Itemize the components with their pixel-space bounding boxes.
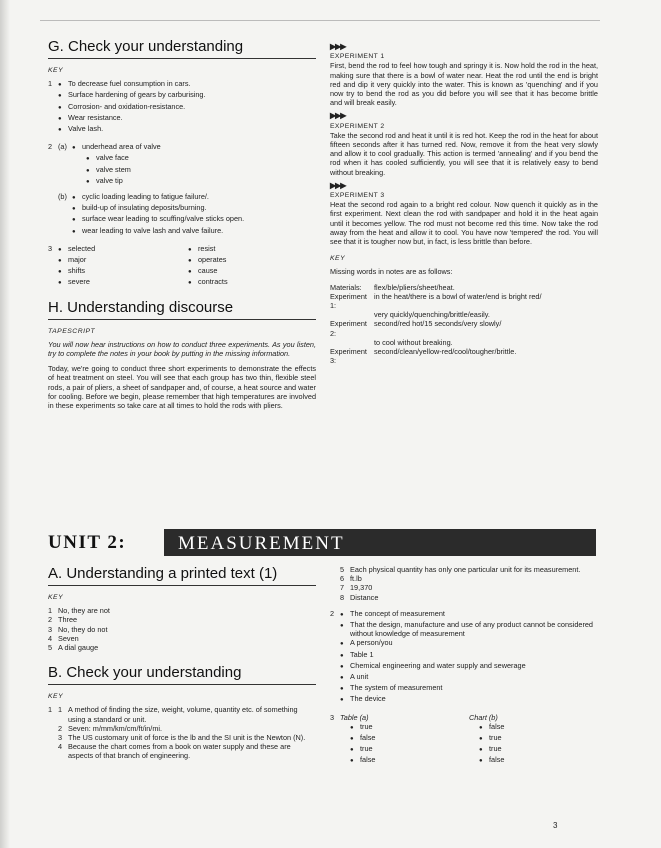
section-b-key: KEY (48, 693, 64, 701)
b-item-text: ft.lb (350, 574, 362, 584)
g-q2b-item (48, 203, 316, 214)
bullet-icon (72, 214, 82, 225)
b-q2-item (330, 661, 598, 672)
g-spacer (48, 203, 58, 214)
g-q2b-label (58, 214, 72, 225)
b-question-3 (330, 713, 598, 767)
g-spacer (48, 214, 58, 225)
a-item-number: 5 (48, 643, 53, 653)
g-q2a-label (58, 153, 72, 164)
tapescript-body: Today, we're going to conduct three short experiments to demonstrate the effects of heat treatment on steel. You will see that each group has two thin, flexible steel rods, a pair of pliers, a sheet of sandpaper and, of course, a heat source and water for cooling. Before we begin, please remember that high temperatures are involved in these experiments so take care at all times to hold the rods with pliers. (48, 364, 316, 411)
section-a-key: KEY (48, 594, 64, 601)
chart-b-item (479, 744, 598, 755)
bullet-icon (479, 744, 489, 755)
page-edge-shadow (0, 0, 10, 848)
missing-row-text: in the heat/there is a bowl of water/end is bright red/ (374, 291, 542, 301)
b-q2-item (330, 683, 598, 694)
a-item (48, 606, 316, 615)
g-spacer (72, 165, 86, 176)
b-q2-item-text: A unit (350, 672, 369, 682)
section-a-heading: A. Understanding a printed text (1) (48, 565, 278, 582)
missing-key-label: KEY (330, 255, 346, 263)
b-item-number: 8 (340, 592, 345, 602)
b-question-1 (48, 705, 316, 760)
b-q2-item (330, 620, 598, 638)
chart-b-item (479, 755, 598, 766)
bullet-icon (58, 255, 68, 266)
g-spacer (48, 192, 58, 203)
b-item-text: Because the chart comes from a book on water supply and these are aspects of that branch of engineering. (68, 742, 291, 761)
bullet-icon (350, 744, 360, 755)
tapescript-label: TAPESCRIPT (48, 327, 96, 335)
g-q2b-item (48, 192, 316, 203)
b-item-text: The US customary unit of force is the lb and the SI unit is the Newton (N). (68, 733, 306, 743)
left-top-column (48, 38, 316, 410)
bullet-icon (479, 755, 489, 766)
section-a-rule (48, 585, 316, 586)
b-item (58, 742, 316, 760)
g-q3-right (188, 255, 226, 266)
g-q3-left (58, 277, 188, 288)
g-q2-number (48, 153, 58, 164)
b-items-continued (330, 565, 598, 602)
bullet-icon (340, 650, 350, 661)
missing-row-text: second/red hot/15 seconds/very slowly/ (374, 319, 502, 329)
b-q2-item (330, 609, 598, 620)
missing-row (330, 310, 598, 319)
left-bottom-column (48, 565, 316, 761)
bullet-icon (72, 203, 82, 214)
g-q3-row (48, 277, 316, 288)
experiment-block (330, 181, 598, 246)
section-b-rule (48, 684, 316, 685)
b-q2-item-text: Chemical engineering and water supply and sewerage (350, 660, 526, 670)
g-q2a-item (48, 176, 316, 187)
a-item-number: 4 (48, 633, 53, 643)
g-q3-left (58, 244, 188, 255)
experiment-text: First, bend the rod to feel how tough and springy it is. Now hold the rod in the heat, making sure that there is a bowl of water near. Heat the rod until the end is bright red and dip it very quickly into the water. This is known as 'quenching' and if you now try to bend the rod as you did before you will see that it has become brittle and will break easily. (330, 61, 598, 108)
experiment-block (330, 42, 598, 107)
g-q1-item-text: Corrosion- and oxidation-resistance. (68, 101, 186, 111)
g-q2a-item-text: valve stem (96, 164, 131, 174)
tapescript-intro: You will now hear instructions on how to conduct three experiments. As you listen, try to complete the notes in your book by putting in the missing information. (48, 339, 316, 359)
g-q2b-label (58, 226, 72, 237)
b-q2-item-text: A person/you (350, 638, 393, 648)
missing-key-rows (330, 283, 598, 366)
chart-b-item-text: false (489, 721, 505, 731)
b-q2-number (330, 694, 340, 705)
unit-label: UNIT 2: (48, 532, 127, 553)
b-item-number: 3 (58, 733, 63, 743)
g-q2-number (48, 176, 58, 187)
g-q2a-item (48, 165, 316, 176)
g-q1-item-text: Wear resistance. (68, 112, 123, 122)
g-q2a-item (48, 153, 316, 164)
table-a-items (340, 722, 469, 767)
table-a-item-text: false (360, 733, 376, 743)
missing-row-text: very quickly/quenching/brittle/easily. (374, 310, 490, 320)
section-g-heading: G. Check your understanding (48, 38, 244, 55)
section-h-heading: H. Understanding discourse (48, 298, 234, 316)
bullet-icon (58, 244, 68, 255)
b-q2-item-text: The device (350, 694, 386, 704)
g-q3-right-text: operates (198, 255, 227, 265)
g-q2b (48, 192, 316, 237)
b-q2-number (330, 638, 340, 649)
g-q2b-item (48, 214, 316, 225)
a-item-text: No, they are not (58, 606, 110, 616)
top-rule (40, 20, 600, 21)
missing-row-label: Materials: (330, 282, 362, 292)
missing-row-text: flex/ble/pliers/sheet/heat. (374, 282, 455, 292)
bullet-icon (188, 266, 198, 277)
bullet-icon (350, 733, 360, 744)
g-q3-row (48, 255, 316, 266)
chart-b-item (479, 733, 598, 744)
table-a-item-text: false (360, 755, 376, 765)
g-q1-item-text: To decrease fuel consumption in cars. (68, 79, 191, 89)
g-q1-number (48, 102, 58, 113)
missing-row-label (330, 310, 374, 319)
section-g-key: KEY (48, 67, 64, 74)
missing-row-label (330, 338, 374, 347)
g-q3-left-text: severe (68, 277, 90, 287)
right-bottom-column (330, 565, 598, 767)
g-q1-item (48, 113, 316, 124)
bullet-icon (86, 165, 96, 176)
b-item (340, 565, 598, 574)
g-q3-left (58, 266, 188, 277)
missing-row-label: Experiment 2: (330, 319, 367, 338)
b-item-text: Each physical quantity has only one particular unit for its measurement. (350, 565, 581, 574)
g-q2a-label (58, 165, 72, 176)
a-item (48, 634, 316, 643)
b-q2-item-text: The concept of measurement (350, 608, 445, 618)
g-q2b-item-text: surface wear leading to scuffing/valve sticks open. (82, 214, 245, 224)
b-q2-number (330, 650, 340, 661)
bullet-icon (58, 277, 68, 288)
g-q1-number (48, 90, 58, 101)
b-q2-item-text: Table 1 (350, 649, 374, 659)
missing-row (330, 319, 598, 337)
g-q3-right-text: cause (198, 266, 218, 276)
bullet-icon (479, 733, 489, 744)
bullet-icon (86, 153, 96, 164)
a-item-text: Seven (58, 633, 79, 643)
g-q3-left-text: major (68, 255, 87, 265)
g-q1-item (48, 102, 316, 113)
a-item (48, 615, 316, 624)
a-item-text: No, they do not (58, 624, 108, 634)
b-item (340, 574, 598, 583)
g-q2b-label: (b) (58, 192, 67, 202)
section-b-items (58, 705, 316, 760)
g-q3-right (188, 244, 215, 255)
g-q2b-item-text: cyclic loading leading to fatigue failure/. (82, 192, 209, 202)
b-item-text: Seven: m/mm/km/cm/ft/in/mi. (68, 723, 163, 733)
b-item (58, 724, 316, 733)
b-q2-item-text: The system of measurement (350, 683, 443, 693)
experiment-title: EXPERIMENT 2 (330, 122, 385, 130)
unit-banner (48, 529, 596, 556)
play-arrows-icon: ▶▶▶ (330, 180, 346, 190)
missing-row (330, 292, 598, 310)
bullet-icon (188, 277, 198, 288)
g-q3-number: 3 (48, 243, 53, 253)
b-q2-number (330, 672, 340, 683)
g-q2-number (48, 165, 58, 176)
g-q3-number (48, 255, 58, 266)
table-a-item (350, 733, 469, 744)
g-q1-number (48, 113, 58, 124)
bullet-icon (58, 79, 68, 90)
g-q1-item (48, 124, 316, 135)
b-item (58, 733, 316, 742)
bullet-icon (188, 244, 198, 255)
bullet-icon (340, 661, 350, 672)
g-question-1 (48, 79, 316, 135)
b-q2-number (330, 620, 340, 638)
a-item-number: 3 (48, 624, 53, 634)
b-item-number: 2 (58, 723, 63, 733)
bullet-icon (58, 266, 68, 277)
bullet-icon (86, 176, 96, 187)
experiments-list (330, 42, 598, 246)
g-q1-item-text: Surface hardening of gears by carburising. (68, 90, 206, 100)
a-item-number: 2 (48, 615, 53, 625)
bullet-icon (58, 102, 68, 113)
table-a-item (350, 744, 469, 755)
bullet-icon (72, 142, 82, 153)
bullet-icon (350, 722, 360, 733)
right-top-column (330, 38, 598, 366)
b-item-number: 1 (58, 705, 63, 715)
missing-row-label: Experiment 1: (330, 291, 367, 311)
b-q2-item (330, 650, 598, 661)
missing-row-text: second/clean/yellow-red/cool/tougher/brittle. (374, 347, 517, 357)
missing-row-label: Experiment 3: (330, 347, 367, 366)
section-h-rule (48, 319, 316, 320)
g-q1-number: 1 (48, 79, 53, 89)
bullet-icon (340, 620, 350, 638)
table-a-item-text: true (360, 744, 373, 754)
bullet-icon (340, 609, 350, 620)
g-q3-right (188, 277, 228, 288)
b-q2-item (330, 638, 598, 649)
b-item-number: 7 (340, 583, 345, 593)
g-q2-number: 2 (48, 142, 53, 152)
table-a-item-text: true (360, 721, 373, 731)
bullet-icon (350, 755, 360, 766)
bullet-icon (188, 255, 198, 266)
missing-row (330, 338, 598, 347)
table-a-label: Table (a) (340, 712, 369, 722)
g-q2b-item (48, 226, 316, 237)
bullet-icon (72, 226, 82, 237)
b-item-text: 19,370 (350, 583, 373, 593)
a-item (48, 643, 316, 652)
b-item-text: Distance (350, 592, 379, 602)
b-item (58, 705, 316, 723)
chart-b-label: Chart (b) (469, 712, 498, 722)
page-number: 3 (553, 821, 558, 830)
g-q3-number (48, 266, 58, 277)
unit-title-band (164, 529, 596, 556)
g-q1-item (48, 90, 316, 101)
g-spacer (72, 176, 86, 187)
chart-b-item-text: false (489, 755, 505, 765)
b-item (340, 593, 598, 602)
bullet-icon (58, 90, 68, 101)
missing-key-intro: Missing words in notes are as follows: (330, 267, 453, 277)
g-q3-left (58, 255, 188, 266)
g-q2a-label: (a) (58, 142, 67, 152)
table-a-column (340, 713, 469, 767)
a-item-number: 1 (48, 606, 53, 616)
missing-row-text: to cool without breaking. (374, 337, 453, 347)
b-q2-number (330, 683, 340, 694)
b-q2-number (330, 661, 340, 672)
g-question-3 (48, 244, 316, 289)
experiment-text: Take the second rod and heat it until it is red hot. Keep the rod in the heat for about fifteen seconds after it has turned red. Now, remove it from the heat very slowly and allow it to cool gradually. This action is termed 'annealing' and if you bend the rod when it has cooled sufficiently, you will see that it is relatively easy to bend without breaking. (330, 130, 598, 177)
g-q2a-item-text: underhead area of valve (82, 142, 161, 152)
g-q2b-item-text: wear leading to valve lash and valve failure. (82, 225, 224, 235)
g-q3-left-text: shifts (68, 266, 86, 276)
bullet-icon (58, 113, 68, 124)
g-q3-right (188, 266, 217, 277)
b-q3-number: 3 (330, 712, 335, 722)
chart-b-item (479, 722, 598, 733)
chart-b-column (469, 713, 598, 767)
g-q2a-item (48, 142, 316, 153)
g-q3-row (48, 244, 316, 255)
section-g-rule (48, 58, 316, 59)
b-q2-item (330, 694, 598, 705)
g-q2a-item-text: valve face (96, 153, 129, 163)
bullet-icon (72, 192, 82, 203)
b-item-text: A method of finding the size, weight, volume, quantity etc. of something using a standard or unit. (68, 705, 298, 724)
bullet-icon (340, 638, 350, 649)
g-q3-left-text: selected (68, 243, 96, 253)
chart-b-item-text: true (489, 744, 502, 754)
g-q2a-item-text: valve tip (96, 175, 123, 185)
g-q1-item (48, 79, 316, 90)
b-q2-item (330, 672, 598, 683)
missing-row (330, 283, 598, 292)
b-item (340, 583, 598, 592)
g-spacer (48, 226, 58, 237)
chart-b-item-text: true (489, 733, 502, 743)
b-q2-number: 2 (330, 608, 335, 618)
g-spacer (72, 153, 86, 164)
table-a-item (350, 722, 469, 733)
play-arrows-icon: ▶▶▶ (330, 111, 346, 121)
b-q2-item-text: That the design, manufacture and use of any product cannot be considered without knowledge of measurement (350, 620, 593, 639)
chart-b-items (469, 722, 598, 767)
unit-title: MEASUREMENT (178, 533, 345, 554)
bullet-icon (340, 672, 350, 683)
experiment-title: EXPERIMENT 1 (330, 53, 385, 61)
g-q1-item-text: Valve lash. (68, 124, 104, 134)
g-q2b-item-text: build-up of insulating deposits/burning. (82, 203, 207, 213)
section-b-heading: B. Check your understanding (48, 664, 242, 682)
g-q2a-label (58, 176, 72, 187)
g-q3-row (48, 266, 316, 277)
b-item-number: 5 (340, 565, 345, 574)
g-q3-right-text: resist (198, 243, 216, 253)
experiment-text: Heat the second rod again to a bright red colour. Now quench it quickly as in the first experiment. Next clean the rod with sandpaper and hold it in the heat again until it becomes yellow. The rod must not become red this time. Now take the rod away from the heat and allow it to cool. You have now 'tempered' the rod. You will see that it is tougher now but, in fact, is less brittle than before. (330, 200, 598, 247)
a-item (48, 625, 316, 634)
a-item-text: A dial gauge (58, 643, 99, 653)
bullet-icon (58, 124, 68, 135)
g-question-2 (48, 142, 316, 237)
b-item-number: 4 (58, 742, 63, 752)
b-q1-number: 1 (48, 705, 53, 715)
g-q1-number (48, 124, 58, 135)
b-question-2 (330, 609, 598, 706)
bullet-icon (340, 694, 350, 705)
a-item-text: Three (58, 615, 78, 625)
g-q3-number (48, 277, 58, 288)
table-a-item (350, 755, 469, 766)
experiment-title: EXPERIMENT 3 (330, 192, 385, 200)
g-q3-right-text: contracts (198, 277, 228, 287)
section-a-items (48, 606, 316, 652)
experiment-block (330, 111, 598, 176)
b-item-number: 6 (340, 574, 345, 584)
play-arrows-icon: ▶▶▶ (330, 42, 346, 51)
missing-row (330, 347, 598, 365)
bullet-icon (479, 722, 489, 733)
g-q2b-label (58, 203, 72, 214)
bullet-icon (340, 683, 350, 694)
